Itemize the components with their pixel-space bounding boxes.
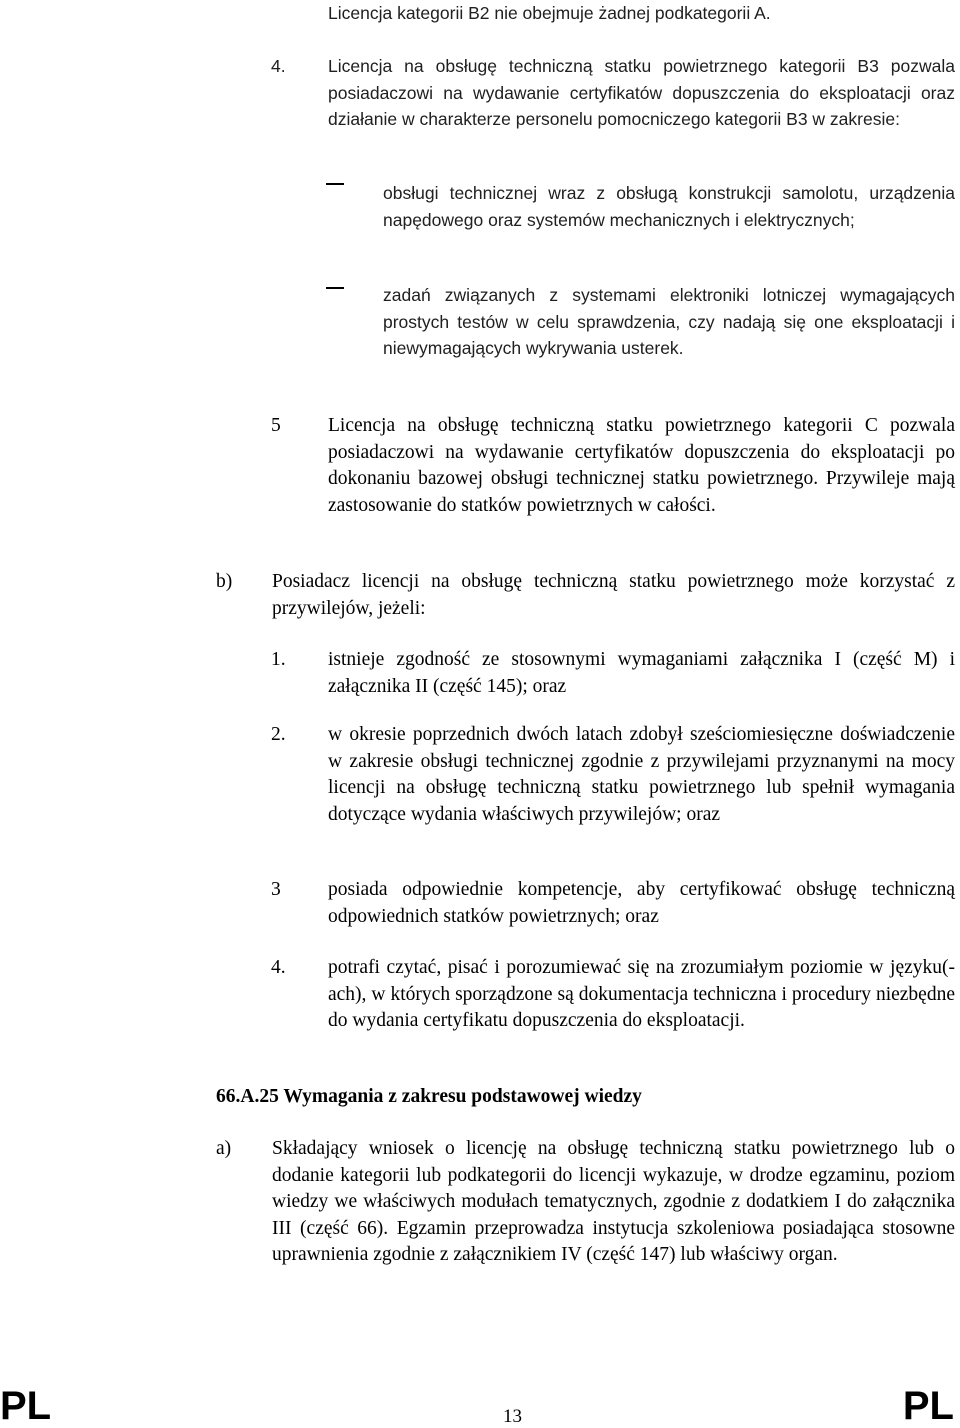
page-number: 13 bbox=[503, 1406, 522, 1427]
condition-1-text: istnieje zgodność ze stosownymi wymaganiami załącznika I (część M) i załącznika II (część 145); oraz bbox=[328, 649, 955, 697]
item-4-text: Licencja na obsługę techniczną statku powietrznego kategorii B3 pozwala posiadaczowi na wydawanie certyfikatów dopuszczenia do eksploatacji oraz działanie w charakterze personelu pomocniczego kategorii B3 w zakresie: bbox=[328, 56, 955, 129]
item-5-marker: 5 bbox=[271, 415, 281, 436]
condition-3-marker: 3 bbox=[271, 879, 281, 900]
condition-3-text: posiada odpowiednie kompetencje, aby certyfikować obsługę techniczną odpowiednich statków powietrznych; oraz bbox=[328, 879, 955, 927]
section-heading: 66.A.25 Wymagania z zakresu podstawowej wiedzy bbox=[216, 1086, 642, 1107]
footer-right-label: PL bbox=[902, 1384, 954, 1428]
bullet-dash-icon bbox=[326, 183, 344, 185]
footer-left-label: PL bbox=[0, 1384, 52, 1428]
section-a-text: Składający wniosek o licencję na obsługę techniczną statku powietrznego lub o dodanie kategorii lub podkategorii do licencji wykazuje, w drodze egzaminu, poziom wiedzy we właściwych modułach tematycznych, zgodnie z dodatkiem I do załącznika III (część 66). Egzamin przeprowadza instytucja szkoleniowa posiadająca stosowne uprawnienia zgodnie z załącznikiem IV (część 147) lub właściwy organ. bbox=[272, 1138, 955, 1265]
condition-2-marker: 2. bbox=[271, 724, 286, 745]
section-b-text: Posiadacz licencji na obsługę techniczną statku powietrznego może korzystać z przywilejów, jeżeli: bbox=[272, 571, 955, 619]
section-a-marker: a) bbox=[216, 1138, 232, 1159]
condition-4-marker: 4. bbox=[271, 957, 286, 978]
item-4-bullet-2: zadań związanych z systemami elektroniki lotniczej wymagających prostych testów w celu sprawdzenia, czy nadają się one eksploatacji i niewymagających wykrywania usterek. bbox=[383, 285, 955, 358]
condition-1-marker: 1. bbox=[271, 649, 286, 670]
item-5-text: Licencja na obsługę techniczną statku powietrznego kategorii C pozwala posiadaczowi na wydawanie certyfikatów dopuszczenia do eksploatacji po dokonaniu bazowej obsługi technicznej statku powietrznego. Przywileje mają zastosowanie do statków powietrznych w całości. bbox=[328, 415, 955, 516]
section-b-marker: b) bbox=[216, 571, 233, 592]
condition-2-text: w okresie poprzednich dwóch latach zdobył sześciomiesięczne doświadczenie w zakresie obsługi technicznej zgodnie z przywilejami przyznanymi na mocy licencji na obsługę techniczną statku powietrznego lub spełnił wymagania dotyczące wydania właściwych przywilejów; oraz bbox=[328, 724, 955, 825]
condition-4-text: potrafi czytać, pisać i porozumiewać się na zrozumiałym poziomie w języku(-ach), w których sporządzone są dokumentacja techniczna i procedury niezbędne do wydania certyfikatu dopuszczenia do eksploatacji. bbox=[328, 957, 955, 1031]
item-4-bullet-1: obsługi technicznej wraz z obsługą konstrukcji samolotu, urządzenia napędowego oraz systemów mechanicznych i elektrycznych; bbox=[383, 183, 955, 230]
item-4-marker: 4. bbox=[271, 56, 286, 76]
intro-line: Licencja kategorii B2 nie obejmuje żadnej podkategorii A. bbox=[328, 3, 771, 23]
bullet-dash-icon bbox=[326, 287, 344, 289]
